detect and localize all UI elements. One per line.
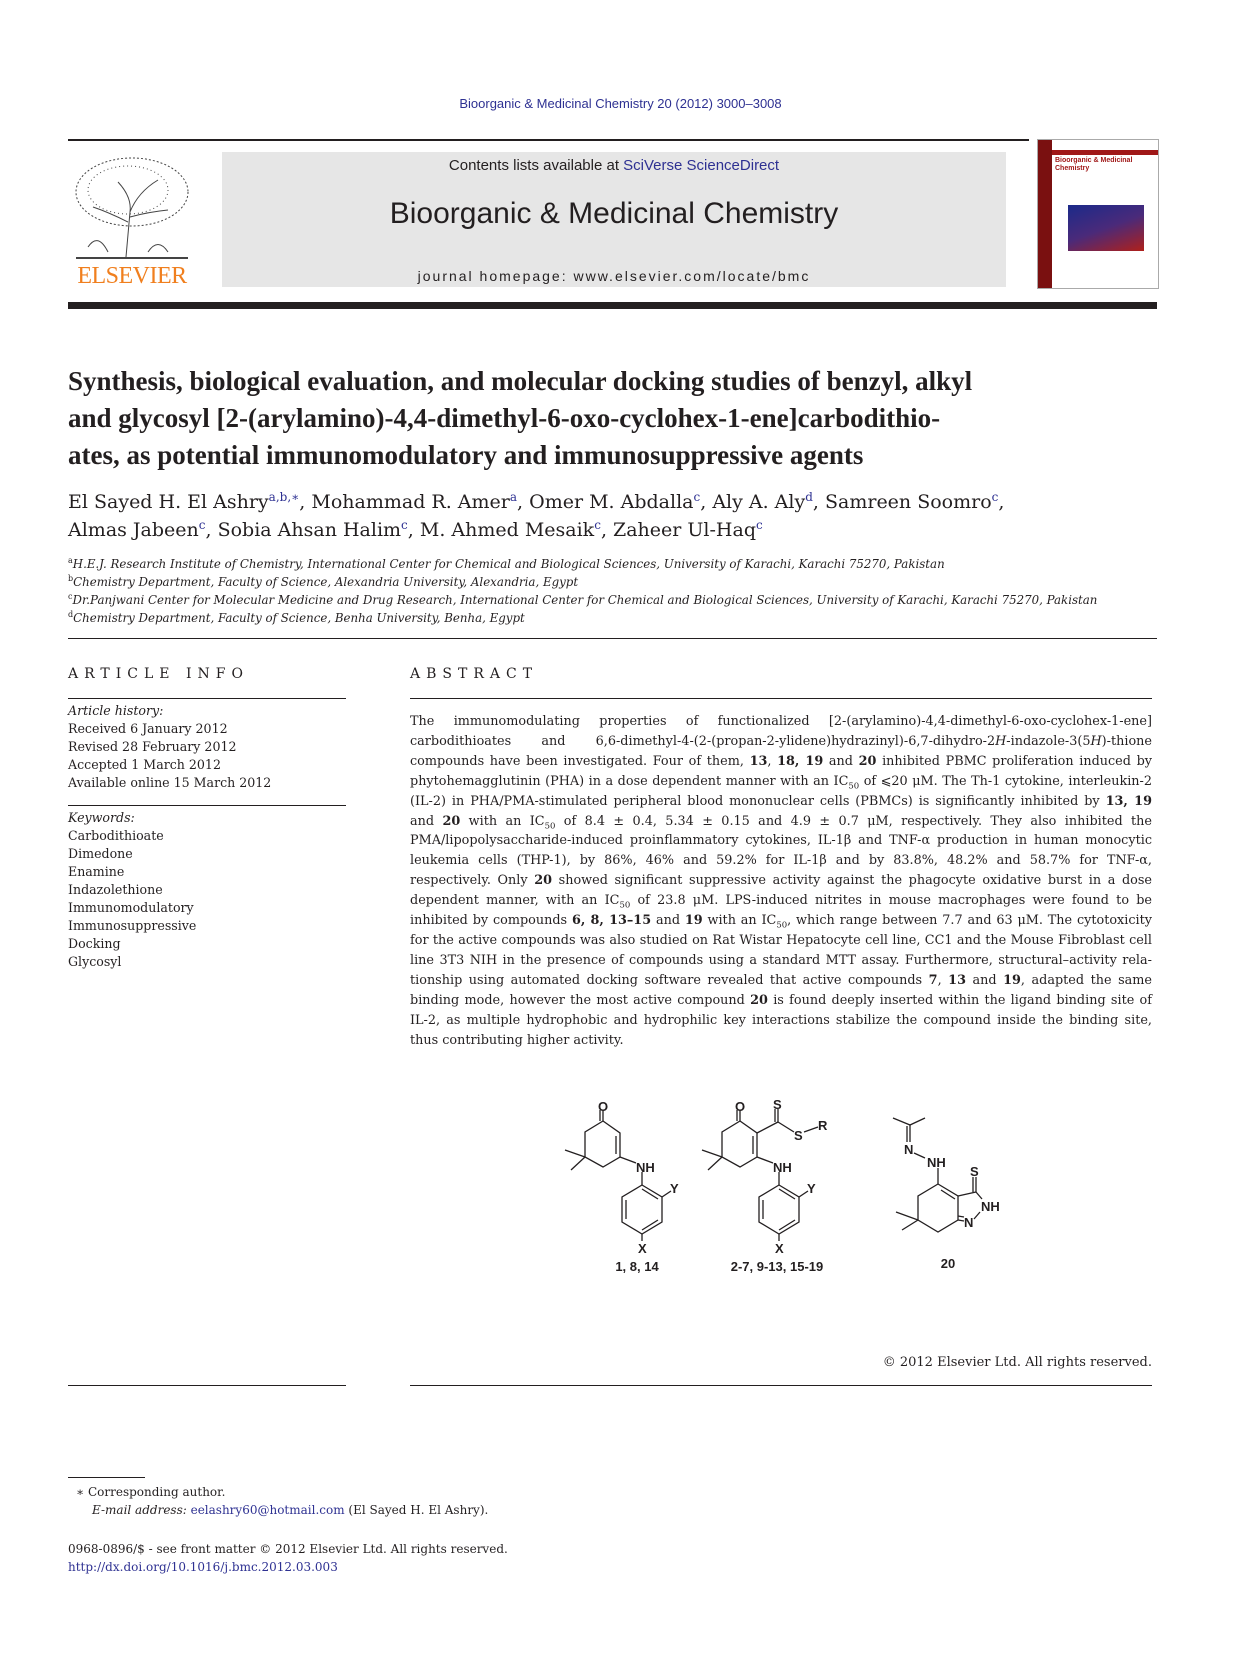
affiliation-list — [68, 555, 1158, 627]
title-line: and glycosyl [2-(arylamino)-4,4-dimethyl-6-oxo-cyclohex-1-ene]carbodithio- — [68, 403, 941, 433]
copyright-notice: © 2012 Elsevier Ltd. All rights reserved. — [882, 1355, 1152, 1370]
author-separator: , — [812, 491, 825, 513]
atom-label: N — [964, 1215, 974, 1230]
cover-image — [1068, 205, 1144, 251]
keyword-item: Immunosuppressive — [68, 918, 197, 933]
email-label: E-mail address: — [92, 1503, 191, 1517]
author-affiliation-marker[interactable]: c — [198, 518, 206, 532]
history-list — [68, 720, 346, 792]
compound-number: 13 — [948, 972, 966, 988]
history-item: Received 6 January 2012 — [68, 721, 228, 736]
keyword-item: Enamine — [68, 864, 125, 879]
header-thick-rule — [68, 302, 1157, 309]
journal-cover-thumbnail[interactable] — [1037, 139, 1159, 289]
subscript: 50 — [619, 900, 631, 911]
email-note — [68, 1501, 488, 1519]
abstract-text-run: with an IC — [460, 813, 545, 829]
abstract-text — [410, 712, 1152, 1050]
italic-text: H — [1090, 733, 1102, 749]
keywords-rule — [68, 805, 346, 806]
atom-label: O — [735, 1100, 746, 1114]
abstract-text-run: showed significant suppressive activity against the phagocyte oxidative burst in a dose dependent manner, with an IC — [410, 873, 1152, 909]
abstract-section — [410, 666, 1152, 1050]
author-affiliation-marker[interactable]: a,b,∗ — [268, 490, 300, 504]
journal-title: Bioorganic & Medicinal Chemistry — [389, 197, 839, 230]
abstract-text-run: inhibited PBMC proliferation induced by phytohemagglutinin (PHA) in a dose dependent manner with an IC — [410, 753, 1153, 789]
atom-label: X — [775, 1241, 784, 1256]
atom-label: R — [818, 1118, 828, 1133]
front-matter — [68, 1540, 508, 1576]
author-name[interactable]: Omer M. Abdalla — [529, 491, 694, 513]
atom-label: S — [794, 1128, 803, 1143]
atom-label: NH — [773, 1160, 792, 1175]
author-name[interactable]: Mohammad R. Amer — [311, 491, 510, 513]
subscript: 50 — [776, 920, 788, 931]
issn-line: 0968-0896/$ - see front matter © 2012 Elsevier Ltd. All rights reserved. — [68, 1542, 508, 1556]
doi-link[interactable]: http://dx.doi.org/10.1016/j.bmc.2012.03.003 — [68, 1560, 338, 1574]
abstract-text-run: , — [767, 753, 778, 769]
author-affiliation-marker[interactable]: c — [401, 518, 408, 532]
article-title — [68, 363, 1158, 474]
contents-line — [222, 157, 1006, 174]
structure-1 — [565, 1110, 671, 1241]
elsevier-tree-icon — [68, 152, 196, 262]
abstract-bottom-rule — [410, 1385, 1152, 1386]
cover-band — [1052, 150, 1158, 155]
author-name[interactable]: M. Ahmed Mesaik — [419, 519, 595, 541]
title-line: Synthesis, biological evaluation, and molecular docking studies of benzyl, alkyl — [68, 366, 973, 396]
abstract-text-run: and — [965, 972, 1004, 988]
abstract-text-run: The immunomodulating properties of functionalized [2-(arylamino)-4,4-dimethyl-6-oxo-cyclohex-1-ene] carbodithioates and 6,6-dimethyl-4-(2-(propan-2-ylidene)hydrazinyl)-6,7-dihydro-2 — [410, 714, 1152, 749]
affiliation-text: Chemistry Department, Faculty of Science, Alexandria University, Alexandria, Egypt — [73, 575, 579, 589]
cover-spine — [1038, 140, 1052, 288]
affiliation-text: H.E.J. Research Institute of Chemistry, International Center for Chemical and Biological Sciences, University of Karachi, Karachi 75270, Pakistan — [72, 557, 945, 571]
affiliation — [68, 555, 1158, 573]
article-info-heading: ARTICLE INFO — [68, 666, 249, 682]
affiliation-text: Chemistry Department, Faculty of Science, Benha University, Benha, Egypt — [73, 611, 525, 625]
abstract-text-run: and — [651, 913, 685, 929]
compound-number: 13 — [749, 753, 768, 769]
keywords-list — [68, 827, 346, 971]
affiliation-key: a — [68, 556, 73, 565]
compound-number: 20 — [858, 753, 877, 769]
header-top-rule — [68, 139, 1029, 141]
compound-number: 20 — [534, 873, 553, 889]
title-line: ates, as potential immunomodulatory and immunosuppressive agents — [68, 440, 864, 470]
keyword-item: Docking — [68, 936, 121, 951]
keyword-item: Immunomodulatory — [68, 900, 194, 915]
affiliation-key: c — [68, 592, 73, 601]
compound-number: 7 — [928, 972, 938, 988]
compound-number: 18, 19 — [777, 753, 824, 769]
compound-label: 20 — [940, 1256, 956, 1271]
atom-label: NH — [636, 1160, 655, 1175]
author-name[interactable]: Almas Jabeen — [68, 519, 199, 541]
abstract-text-run: , adapted the same binding mode, however the most active compound — [410, 972, 1152, 1008]
abstract-text-run: of 23.8 μM. LPS-induced nitrites in mouse macrophages were found to be inhibited by compounds — [410, 893, 1152, 929]
email-link[interactable]: eelashry60@hotmail.com — [190, 1503, 345, 1517]
compound-number: 6, 8, 13–15 — [571, 913, 652, 929]
footnote-rule — [68, 1477, 145, 1478]
article-info-rule — [68, 698, 346, 699]
keyword-item: Dimedone — [68, 846, 133, 861]
abstract-text-run: and — [823, 753, 859, 769]
author-affiliation-marker[interactable]: d — [805, 490, 813, 504]
author-separator: , — [700, 491, 713, 513]
author-list — [68, 488, 1158, 544]
author-separator: , — [205, 519, 218, 541]
affiliation — [68, 591, 1158, 609]
cover-title: Bioorganic & Medicinal Chemistry — [1055, 157, 1133, 172]
compound-number: 19 — [684, 913, 703, 929]
atom-label: S — [773, 1100, 782, 1112]
subscript: 50 — [544, 821, 556, 832]
abstract-text-run: -indazole-3(5 — [1006, 733, 1091, 749]
author-affiliation-marker[interactable]: a — [509, 490, 518, 504]
abstract-text-run: of 8.4 ± 0.4, 5.34 ± 0.15 and 4.9 ± 0.7 μM, respectively. They also inhibited the PMA/lipopolysaccharide-induced proinflammatory cytokines, IL-1β and TNF-α production in human monocytic leukemia cells (THP-1), by 86%, 46% and 59.2% for IL-1β and by 83.8%, 48.2% and 58.7% for TNF-α, respectively. Only — [410, 813, 1152, 889]
atom-label: S — [970, 1164, 979, 1179]
author-name[interactable]: Zaheer Ul-Haq — [613, 519, 756, 541]
sciencedirect-link[interactable]: SciVerse ScienceDirect — [623, 157, 780, 174]
corresponding-author-note: ∗ Corresponding author. — [76, 1485, 226, 1499]
abstract-text-run: , which range between 7.7 and 63 μM. The cytotoxicity for the active compounds was also studied on Rat Wistar Hepatocyte cell line, CC1 and the Mouse Fibroblast cell line 3T3 NIH in the presence of compounds using a standard MTT assay. Furthermore, structural–activity relationship using automated docking software revealed that active compounds — [410, 913, 1152, 988]
footnotes — [68, 1483, 488, 1519]
elsevier-logo[interactable] — [68, 152, 196, 287]
abstract-heading: ABSTRACT — [410, 666, 539, 682]
compound-number: 20 — [442, 813, 461, 829]
journal-homepage[interactable]: journal homepage: www.elsevier.com/locate/bmc — [417, 268, 811, 284]
author-affiliation-marker[interactable]: c — [991, 490, 999, 504]
compound-number: 13, 19 — [1105, 793, 1152, 809]
author-name[interactable]: Sobia Ahsan Halim — [217, 519, 402, 541]
atom-label: N — [904, 1142, 914, 1157]
author-name[interactable]: Aly A. Aly — [712, 491, 806, 513]
left-bottom-rule — [68, 1385, 346, 1386]
affiliation — [68, 609, 1158, 627]
compound-label: 1, 8, 14 — [615, 1259, 659, 1274]
affiliation-key: b — [68, 574, 74, 583]
atom-label: Y — [807, 1181, 816, 1196]
abstract-text-run: with an IC — [702, 913, 777, 929]
author-name[interactable]: El Sayed H. El Ashry — [68, 491, 269, 513]
keyword-item: Carbodithioate — [68, 828, 164, 843]
contents-prefix: Contents lists available at — [448, 157, 624, 174]
email-owner: (El Sayed H. El Ashry). — [344, 1503, 489, 1517]
affiliation-key: d — [68, 610, 74, 619]
keyword-item: Glycosyl — [68, 954, 122, 969]
atom-label: NH — [927, 1155, 946, 1170]
compound-number: 19 — [1003, 972, 1021, 988]
history-item: Available online 15 March 2012 — [68, 775, 272, 790]
chemical-structures-figure — [550, 1100, 1030, 1280]
history-item: Accepted 1 March 2012 — [68, 757, 221, 772]
author-affiliation-marker[interactable]: c — [693, 490, 701, 504]
history-item: Revised 28 February 2012 — [68, 739, 237, 754]
author-separator: , — [299, 491, 312, 513]
atom-label: Y — [670, 1181, 679, 1196]
atom-label: O — [598, 1100, 609, 1114]
history-label: Article history: — [68, 703, 164, 718]
abstract-text-run: and — [410, 813, 443, 829]
compound-number: 20 — [750, 992, 768, 1008]
author-separator: , — [998, 491, 1005, 513]
keywords-label: Keywords: — [68, 810, 135, 825]
author-affiliation-marker[interactable]: c — [755, 518, 763, 532]
atom-label: X — [638, 1241, 647, 1256]
abstract-text-run: )-thione compounds have been investigated. Four of them, — [410, 733, 1152, 769]
abstract-text-run: , — [937, 972, 949, 988]
author-name[interactable]: Samreen Soomro — [825, 491, 992, 513]
section-divider — [68, 638, 1157, 639]
compound-label: 2-7, 9-13, 15-19 — [730, 1259, 824, 1274]
abstract-text-run: is found deeply inserted within the ligand binding site of IL-2, as multiple hydrophobic and hydrophilic key interactions stabilize the compound inside the binding site, thus contributing higher activity. — [410, 992, 1152, 1048]
subscript: 50 — [848, 781, 860, 792]
elsevier-wordmark: ELSEVIER — [77, 263, 187, 289]
author-separator: , — [517, 491, 530, 513]
abstract-rule — [410, 698, 1152, 699]
article-info — [68, 666, 346, 971]
italic-text: H — [995, 733, 1007, 749]
journal-reference-link[interactable]: Bioorganic & Medicinal Chemistry 20 (2012) 3000–3008 — [459, 96, 782, 111]
author-affiliation-marker[interactable]: c — [594, 518, 601, 532]
author-separator: , — [407, 519, 420, 541]
atom-label: NH — [981, 1199, 1000, 1214]
affiliation — [68, 573, 1158, 591]
abstract-text-run: of ⩽20 μM. The Th-1 cytokine, interleukin-2 (IL-2) in PHA/PMA-stimulated peripheral blood mononuclear cells (PBMCs) is significantly inhibited by — [410, 773, 1152, 809]
affiliation-text: Dr.Panjwani Center for Molecular Medicine and Drug Research, International Center for Chemical and Biological Sciences, University of Karachi, Karachi 75270, Pakistan — [72, 593, 1098, 607]
author-separator: , — [600, 519, 614, 541]
keyword-item: Indazolethione — [68, 882, 163, 897]
